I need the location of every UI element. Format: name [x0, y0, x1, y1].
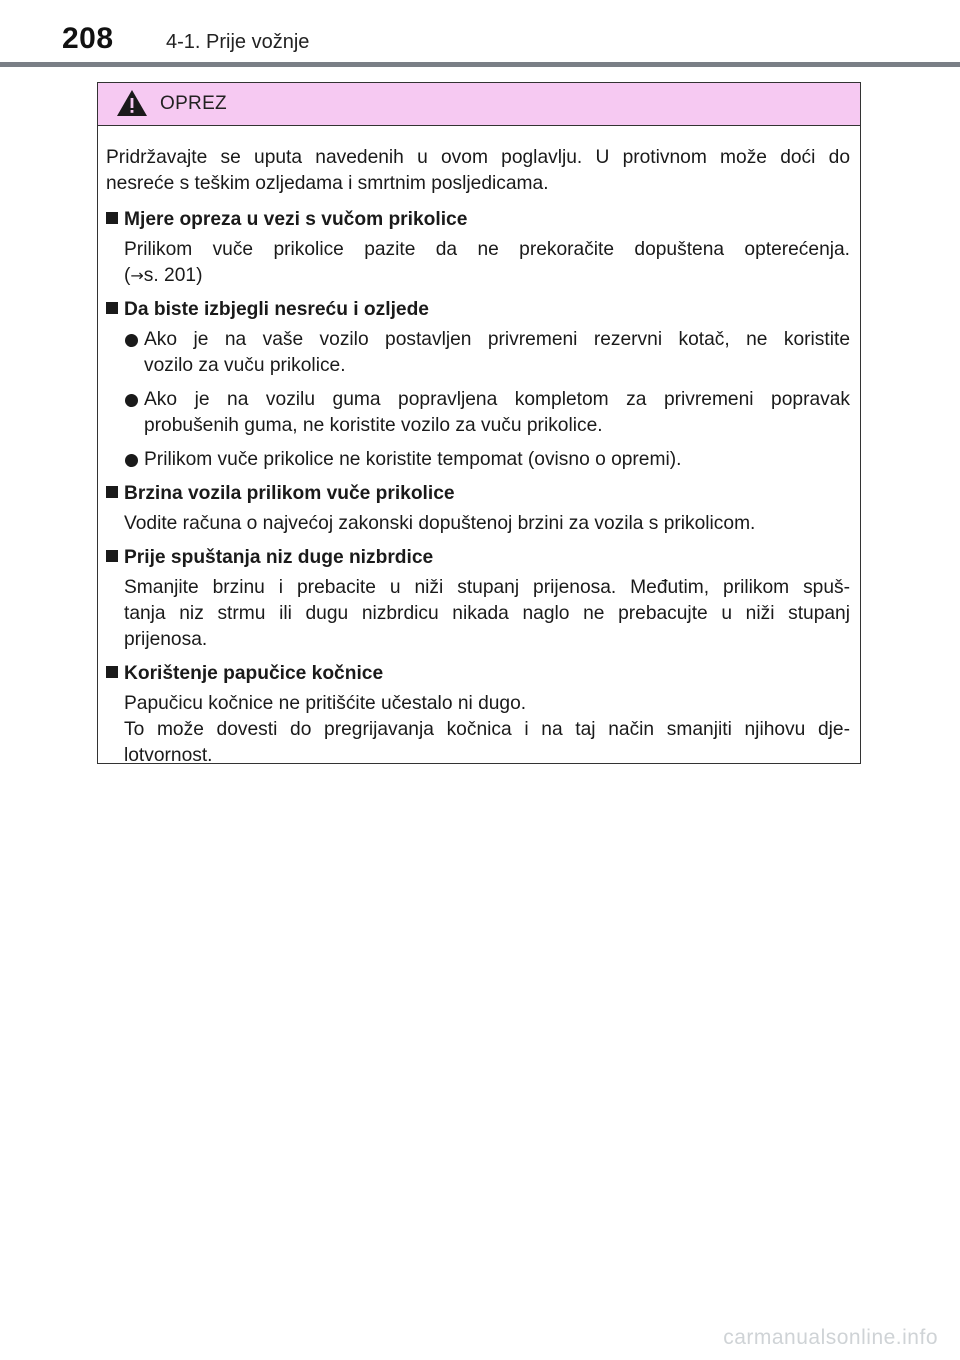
round-bullet-icon [125, 394, 138, 407]
page-header [0, 0, 960, 70]
chapter-title: 4-1. Prije vožnje [166, 31, 310, 53]
caution-box [97, 82, 861, 764]
list-item [124, 447, 850, 473]
section-heading-text: Brzina vozila prilikom vuče prikolice [124, 483, 455, 504]
text-line: Papučicu kočnice ne pritišćite učestalo ni dugo. [124, 693, 527, 714]
text-line: prijenosa. [124, 629, 208, 650]
list-item [124, 327, 850, 379]
text-line: Vodite računa o najvećoj zakonski dopuštenoj brzini za vozila s prikolicom. [124, 513, 756, 534]
section-heading [106, 481, 850, 507]
section-trailer-towing [106, 207, 850, 289]
text-line: Prilikom vuče prikolice pazite da ne prekoračite dopuštena opterećenja. [124, 239, 850, 260]
round-bullet-icon [125, 454, 138, 467]
caution-body [98, 126, 860, 769]
section-downhill [106, 545, 850, 653]
section-heading-text: Prije spuštanja niz duge nizbrdice [124, 547, 434, 568]
list-item [124, 387, 850, 439]
text-line: probušenih guma, ne koristite vozilo za vuču prikolice. [144, 415, 603, 436]
caution-header [98, 83, 860, 126]
header-rule [0, 62, 960, 67]
page-number: 208 [62, 22, 114, 55]
warning-triangle-icon [116, 89, 148, 117]
reference-paren: ( [124, 265, 131, 286]
caution-label: OPREZ [160, 93, 227, 114]
round-bullet-icon [125, 334, 138, 347]
text-line: Ako je na vozilu guma popravljena kompletom za privremeni popravak [144, 389, 850, 410]
section-heading-text: Mjere opreza u vezi s vučom prikolice [124, 209, 468, 230]
intro-line: Pridržavajte se uputa navedenih u ovom poglavlju. U protivnom može doći do [106, 147, 850, 168]
section-heading [106, 207, 850, 233]
text-line: tanja niz strmu ili dugu nizbrdicu nikada naglo ne prebacujte u niži stupanj [124, 603, 850, 624]
square-bullet-icon [106, 666, 118, 678]
bullet-list [124, 327, 850, 473]
watermark: carmanualsonline.info [723, 1326, 938, 1349]
section-brake-pedal [106, 661, 850, 769]
section-text [124, 237, 850, 289]
section-heading [106, 297, 850, 323]
text-line: Prilikom vuče prikolice ne koristite tempomat (ovisno o opremi). [144, 449, 682, 470]
section-text [124, 691, 850, 769]
square-bullet-icon [106, 302, 118, 314]
text-line: vozilo za vuču prikolice. [144, 355, 346, 376]
section-heading-text: Da biste izbjegli nesreću i ozljede [124, 299, 429, 320]
reference-text: s. 201) [143, 265, 203, 286]
text-line: Ako je na vaše vozilo postavljen privremeni rezervni kotač, ne koristite [144, 329, 850, 350]
section-heading [106, 545, 850, 571]
section-heading [106, 661, 850, 687]
section-avoid-accidents [106, 297, 850, 473]
section-towing-speed [106, 481, 850, 537]
section-heading-text: Korištenje papučice kočnice [124, 663, 384, 684]
section-text [124, 511, 850, 537]
text-line: Smanjite brzinu i prebacite u niži stupanj prijenosa. Međutim, prilikom spuš- [124, 577, 850, 598]
square-bullet-icon [106, 212, 118, 224]
caution-intro [106, 145, 850, 197]
intro-line: nesreće s teškim ozljedama i smrtnim posljedicama. [106, 173, 549, 194]
page-reference [124, 263, 850, 289]
text-line: lotvornost. [124, 745, 213, 766]
arrow-right-icon: → [130, 266, 144, 285]
square-bullet-icon [106, 550, 118, 562]
text-line: To može dovesti do pregrijavanja kočnica i na taj način smanjiti njihovu dje- [124, 719, 850, 740]
section-text [124, 575, 850, 653]
square-bullet-icon [106, 486, 118, 498]
